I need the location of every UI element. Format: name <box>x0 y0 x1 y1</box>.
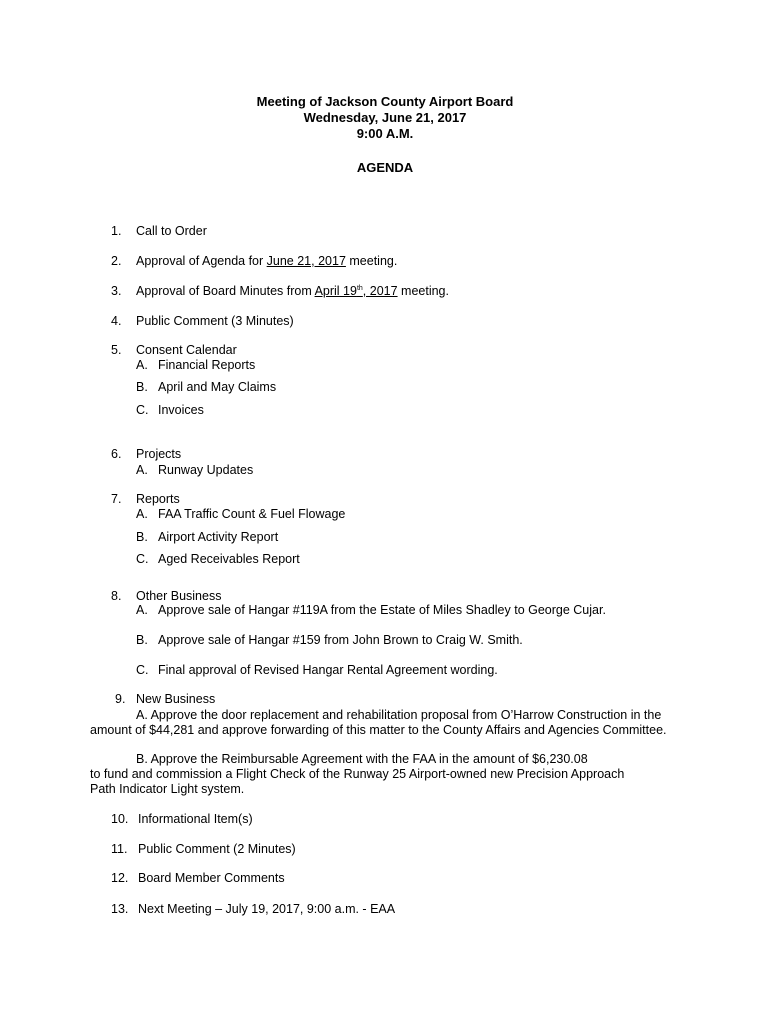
sub-item-letter: C. <box>136 552 149 566</box>
item-number: 12. <box>111 871 129 885</box>
item-text: Reports <box>136 492 180 506</box>
sub-item-letter: B. <box>136 633 148 647</box>
sub-item-letter: B. <box>136 380 148 394</box>
sub-item-letter: A. <box>136 463 148 477</box>
meeting-time: 9:00 A.M. <box>356 126 414 141</box>
sub-item-text: Airport Activity Report <box>158 530 279 544</box>
sub-item-letter: C. <box>136 403 149 417</box>
item-number: 6. <box>111 447 122 461</box>
sub-item-text: FAA Traffic Count & Fuel Flowage <box>158 507 346 521</box>
item-number: 3. <box>111 284 122 298</box>
minutes-date-part1: April 19 <box>314 284 357 298</box>
sub-item-text: Approve sale of Hangar #119A from the Estate of Miles Shadley to George Cujar. <box>158 603 606 617</box>
item-number: 4. <box>111 314 122 328</box>
sub-item-text: Approve sale of Hangar #159 from John Brown to Craig W. Smith. <box>158 633 523 647</box>
new-business-b-line3: Path Indicator Light system. <box>90 782 245 796</box>
new-business-b-line1: B. Approve the Reimbursable Agreement with the FAA in the amount of $6,230.08 <box>136 752 588 766</box>
sub-item-text: Final approval of Revised Hangar Rental Agreement wording. <box>158 663 498 677</box>
item-number: 5. <box>111 343 122 357</box>
item-number: 7. <box>111 492 122 506</box>
item-text-post: meeting. <box>345 254 398 268</box>
sub-item-text: Runway Updates <box>158 463 254 477</box>
item-number: 1. <box>111 224 122 238</box>
meeting-title: Meeting of Jackson County Airport Board <box>256 94 514 109</box>
item-text <box>136 254 397 269</box>
item-text: New Business <box>136 692 216 706</box>
ordinal-suffix: th <box>356 285 363 292</box>
item-text: Projects <box>136 447 182 461</box>
sub-item-text: Invoices <box>158 403 204 417</box>
new-business-a-line1: A. Approve the door replacement and rehabilitation proposal from O’Harrow Construction in the <box>136 708 662 722</box>
item-number: 13. <box>111 902 129 916</box>
item-text <box>136 284 449 299</box>
item-text: Other Business <box>136 589 222 603</box>
item-text: Public Comment (2 Minutes) <box>138 842 296 856</box>
sub-item-letter: B. <box>136 530 148 544</box>
item-number: 8. <box>111 589 122 603</box>
sub-item-text: Aged Receivables Report <box>158 552 300 566</box>
item-text: Informational Item(s) <box>138 812 253 826</box>
item-text: Call to Order <box>136 224 207 238</box>
meeting-date: Wednesday, June 21, 2017 <box>303 110 467 125</box>
minutes-date-underlined <box>315 284 398 298</box>
item-text: Board Member Comments <box>138 871 285 885</box>
item-text: Public Comment (3 Minutes) <box>136 314 294 328</box>
item-text: Consent Calendar <box>136 343 237 357</box>
item-text-pre: Approval of Board Minutes from <box>136 284 315 298</box>
sub-item-text: April and May Claims <box>158 380 277 394</box>
item-number: 10. <box>111 812 129 826</box>
minutes-date-part2: , 2017 <box>362 284 398 298</box>
item-text-post: meeting. <box>397 284 449 298</box>
item-number: 11. <box>111 842 128 856</box>
sub-item-letter: A. <box>136 358 148 372</box>
sub-item-text: Financial Reports <box>158 358 256 372</box>
sub-item-letter: A. <box>136 507 148 521</box>
sub-item-letter: A. <box>136 603 148 617</box>
agenda-heading: AGENDA <box>356 160 414 175</box>
sub-item-letter: C. <box>136 663 149 677</box>
item-number: 2. <box>111 254 122 268</box>
item-number: 9. <box>115 692 126 706</box>
agenda-date-underlined: June 21, 2017 <box>266 254 346 268</box>
item-text: Next Meeting – July 19, 2017, 9:00 a.m. - EAA <box>138 902 396 916</box>
new-business-a-line2: amount of $44,281 and approve forwarding of this matter to the County Affairs and Agencies Committee. <box>90 723 667 737</box>
new-business-b-line2: to fund and commission a Flight Check of the Runway 25 Airport-owned new Precision Approach <box>90 767 625 781</box>
item-text-pre: Approval of Agenda for <box>136 254 267 268</box>
